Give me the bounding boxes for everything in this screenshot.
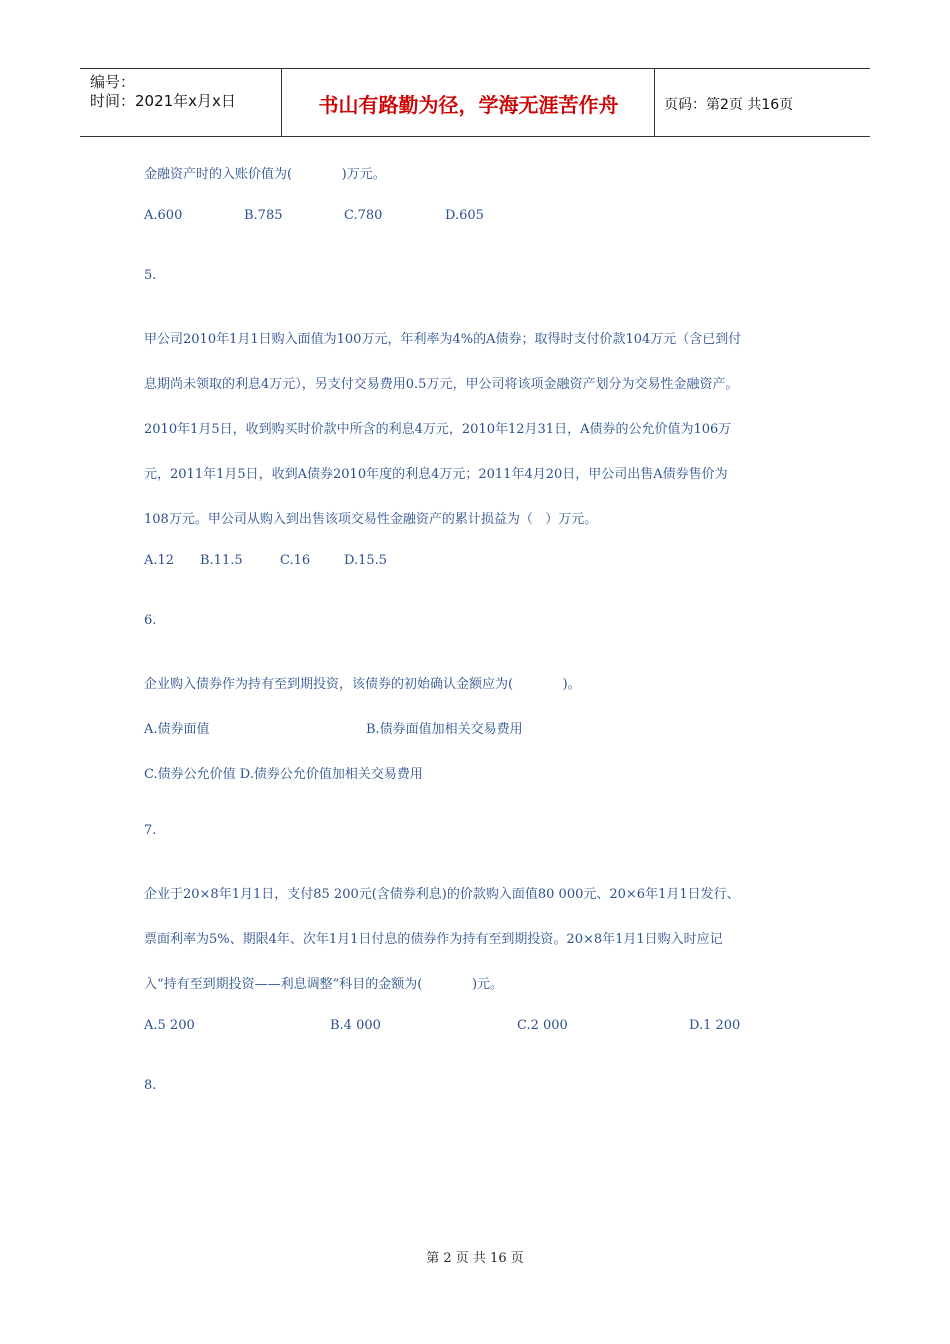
question-4-option-c: C.780 bbox=[344, 208, 383, 223]
question-4-option-b: B.785 bbox=[244, 208, 283, 223]
page-footer: 第 2 页 共 16 页 bbox=[426, 1251, 524, 1266]
question-7-option-c: C.2 000 bbox=[517, 1018, 568, 1033]
question-7-number: 7. bbox=[144, 823, 157, 838]
question-6-stem: 企业购入债券作为持有至到期投资，该债券的初始确认金额应为( )。 bbox=[144, 677, 581, 692]
question-5-option-b: B.11.5 bbox=[200, 553, 243, 568]
question-5-stem-line: 元，2011年1月5日，收到A债券2010年度的利息4万元；2011年4月20日，甲公司出售A债券售价为 bbox=[144, 467, 728, 482]
question-4-option-d: D.605 bbox=[445, 208, 484, 223]
question-7-stem-line: 票面利率为5%、期限4年、次年1月1日付息的债券作为持有至到期投资。20×8年1月1日购入时应记 bbox=[144, 932, 723, 947]
question-5-option-d: D.15.5 bbox=[344, 553, 388, 568]
header-motto: 书山有路勤为径，学海无涯苦作舟 bbox=[318, 93, 619, 117]
question-5-stem-line: 息期尚未领取的利息4万元），另支付交易费用0.5万元，甲公司将该项金融资产划分为交易性金融资产。 bbox=[144, 377, 739, 392]
document-date: 时间：2021年x月x日 bbox=[90, 92, 236, 110]
header-meta bbox=[90, 73, 236, 111]
question-6-option-a: A.债券面值 bbox=[144, 722, 210, 737]
question-5-stem-line: 甲公司2010年1月1日购入面值为100万元，年利率为4%的A债券；取得时支付价款104万元（含已到付 bbox=[144, 332, 742, 347]
question-8-number: 8. bbox=[144, 1078, 157, 1093]
question-7-stem-line: 企业于20×8年1月1日，支付85 200元(含债券利息)的价款购入面值80 000元、20×6年1月1日发行、 bbox=[144, 887, 740, 902]
question-6-option-b: B.债券面值加相关交易费用 bbox=[366, 722, 523, 737]
question-5-stem-line: 2010年1月5日，收到购买时价款中所含的利息4万元，2010年12月31日，A债券的公允价值为106万 bbox=[144, 422, 732, 437]
question-6-number: 6. bbox=[144, 613, 157, 628]
question-5-stem-line: 108万元。甲公司从购入到出售该项交易性金融资产的累计损益为（ ）万元。 bbox=[144, 512, 598, 527]
question-7-stem-line: 入“持有至到期投资——利息调整”科目的金额为( )元。 bbox=[144, 977, 504, 992]
question-5-option-c: C.16 bbox=[280, 553, 311, 568]
question-7-option-d: D.1 200 bbox=[689, 1018, 741, 1033]
question-4-stem-tail: 金融资产时的入账价值为( )万元。 bbox=[144, 167, 386, 182]
question-4-option-a: A.600 bbox=[144, 208, 183, 223]
question-5-number: 5. bbox=[144, 268, 157, 283]
page-header bbox=[80, 68, 870, 137]
question-5-option-a: A.12 bbox=[144, 553, 175, 568]
question-7-option-a: A.5 200 bbox=[144, 1018, 195, 1033]
question-6-options-cd: C.债券公允价值 D.债券公允价值加相关交易费用 bbox=[144, 767, 423, 782]
header-page-info: 页码：第2页 共16页 bbox=[664, 97, 794, 113]
question-7-option-b: B.4 000 bbox=[330, 1018, 381, 1033]
document-number-label: 编号： bbox=[90, 73, 136, 91]
